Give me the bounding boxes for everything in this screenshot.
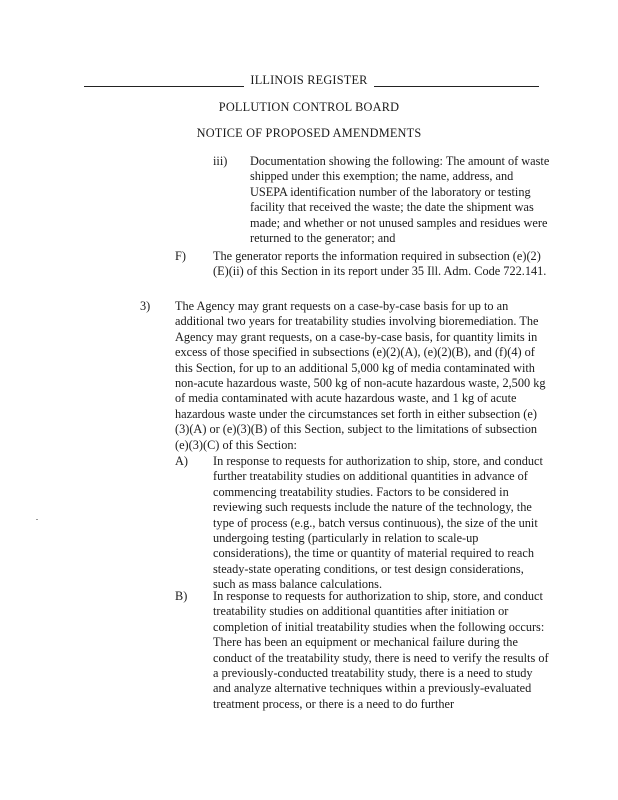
item-B-text: In response to requests for authorization to ship, store, and conduct treatability studies on additional quantities after initiation or completion of initial treatability studies when the following occurs: There has been an equipment or mechanical failure during the conduct of the treatability study, there is need to verify the results of a previously-conducted treatability study, there is a need to study and analyze alternative techniques within a previously-evaluated treatment process, or there is a need to do further	[213, 589, 549, 711]
item-F-label: F)	[175, 249, 186, 263]
item-3-label: 3)	[140, 299, 151, 313]
item-F-text: The generator reports the information required in subsection (e)(2)(E)(ii) of this Section in its report under 35 Ill. Adm. Code 722.141.	[213, 249, 547, 279]
item-B-label: B)	[175, 589, 188, 603]
scan-speck	[36, 519, 38, 520]
item-iii-label: iii)	[213, 154, 228, 168]
item-A-label: A)	[175, 454, 188, 468]
notice-title: NOTICE OF PROPOSED AMENDMENTS	[196, 126, 422, 140]
item-3-text: The Agency may grant requests on a case-by-case basis for up to an additional two years for treatability studies involving bioremediation. The Agency may grant requests, on a case-by-case basis, for quantity limits in excess of those specified in subsections (e)(2)(A), (e)(2)(B), and (f)(4) of this Section, for up to an additional 5,000 kg of media contaminated with non-acute hazardous waste, 500 kg of non-acute hazardous waste, 2,500 kg of media contaminated with acute hazardous waste, and 1 kg of acute hazardous waste under the circumstances set forth in either subsection (e)(3)(A) or (e)(3)(B) of this Section, subject to the limitations of subsection (e)(3)(C) of this Section:	[175, 299, 546, 452]
item-A-text: In response to requests for authorization to ship, store, and conduct further treatability studies on additional quantities in advance of commencing treatability studies. Factors to be considered in reviewing such requests include the nature of the technology, the type of process (e.g., batch versus continuous), the size of the unit undergoing testing (particularly in relation to scale-up considerations), the time or quantity of material required to reach steady-state operating conditions, or test design considerations, such as mass balance calculations.	[213, 454, 543, 592]
board-title: POLLUTION CONTROL BOARD	[218, 100, 400, 114]
register-title: ILLINOIS REGISTER	[0, 73, 618, 87]
item-iii-text: Documentation showing the following: The amount of waste shipped under this exemption; the name, address, and USEPA identification number of the laboratory or testing facility that received the waste; the date the shipment was made; and whether or not unused samples and residues were returned to the generator; and	[250, 154, 550, 246]
